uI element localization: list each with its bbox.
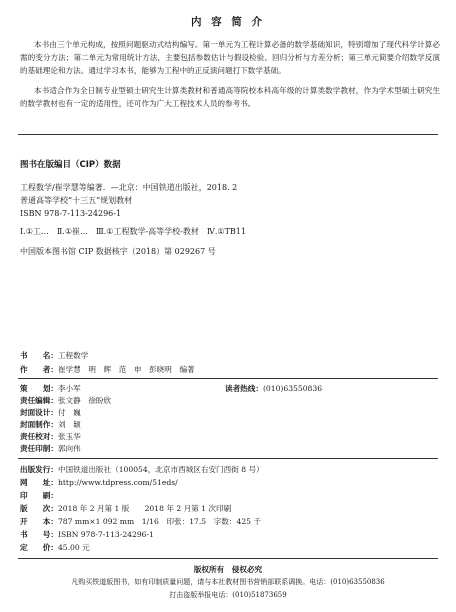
- format-row: [20, 516, 261, 527]
- book-author-row: [20, 364, 195, 375]
- isbn-label: 书 号：: [20, 530, 58, 539]
- isbn-row: [20, 529, 154, 540]
- printer-row: [20, 490, 58, 501]
- cover-design-label: 封面设计：: [20, 408, 58, 417]
- website-row: [20, 477, 178, 488]
- cip-line-1: 工程数学/崔学慧等编著．—北京：中国铁道出版社，2018. 2: [20, 183, 238, 192]
- printer-label: 印 刷：: [20, 491, 58, 500]
- book-title-row: [20, 350, 88, 361]
- editor-value: 张文静 徐盼欣: [57, 396, 112, 405]
- summary-paragraph-1: 本书由三个单元构成，按照问题驱动式结构编写。第一单元为工程计算必备的数学基础知识，特别增加了现代科学计算必需的变分方法；第二单元为常用统计方法，主要包括参数估计与假设检验、回归分析与方差分析；第三单元简要介绍数学反演的基础理论和方法。通过学习本书，能够为工程中的正反演问题打下数学基础。: [20, 40, 440, 75]
- price-label: 定 价：: [20, 543, 58, 552]
- format-value: 787 mm×1 092 mm 1/16 印张：17.5 字数：425 千: [57, 517, 262, 526]
- piracy-hotline: 打击盗版举报电话：(010)51873659: [169, 591, 287, 599]
- proof-value: 张玉华: [57, 432, 81, 441]
- planner-label: 策 划：: [20, 384, 58, 393]
- cover-design-value: 付 巍: [57, 408, 81, 417]
- hotline-value: (010)63550836: [262, 384, 323, 393]
- editor-row: [20, 395, 111, 406]
- cip-record-number: 中国版本图书馆 CIP 数据核字（2018）第 029267 号: [20, 247, 216, 256]
- publisher-label: 出版发行：: [20, 465, 58, 474]
- cip-classification: Ⅰ.①工… Ⅱ.①崔… Ⅲ.①工程数学-高等学校-教材 Ⅳ.①TB11: [20, 227, 246, 236]
- editor-label: 责任编辑：: [20, 396, 58, 405]
- print-supervisor-label: 责任印制：: [20, 444, 58, 453]
- quality-notice: 凡购买铁道版图书，如有印制质量问题，请与本社教材图书营销部联系调换。电话：(010)63550836: [71, 578, 385, 586]
- publisher-row: [20, 464, 264, 475]
- website-label: 网 址：: [20, 478, 58, 487]
- hotline-label: 读者热线：: [225, 384, 263, 393]
- print-supervisor-row: [20, 443, 81, 454]
- publish-divider: [18, 458, 438, 459]
- cip-line-2: 普通高等学校“十三五”规划教材: [20, 196, 133, 205]
- staff-divider: [18, 378, 438, 379]
- print-supervisor-value: 郭向伟: [57, 444, 81, 453]
- summary-paragraph-2: 本书适合作为全日制专业型硕士研究生计算类教材和普通高等院校本科高年级的计算类数学教材，作为学术型硕士研究生的数学教材也有一定的适用性，还可作为广大工程技术人员的参考书。: [20, 86, 440, 108]
- book-title-value: 工程数学: [57, 351, 89, 360]
- book-author-label: 作 者：: [20, 365, 58, 374]
- edition-label: 版 次：: [20, 504, 58, 513]
- cip-heading: 图书在版编目（CIP）数据: [20, 160, 121, 170]
- book-title-label: 书 名：: [20, 351, 58, 360]
- cover-production-label: 封面制作：: [20, 420, 58, 429]
- hotline-row: [225, 383, 322, 394]
- planner-value: 李小军: [57, 384, 81, 393]
- footer-divider: [18, 558, 438, 559]
- proof-row: [20, 431, 81, 442]
- cip-isbn: ISBN 978-7-113-24296-1: [20, 209, 122, 218]
- isbn-value: ISBN 978-7-113-24296-1: [57, 530, 154, 539]
- edition-value: 2018 年 2 月第 1 版 2018 年 2 月第 1 次印刷: [57, 504, 232, 513]
- publisher-value: 中国铁道出版社（100054，北京市西城区右安门西街 8 号）: [57, 465, 264, 474]
- planner-row: [20, 383, 81, 394]
- cover-design-row: [20, 407, 81, 418]
- price-value: 45.00 元: [57, 543, 90, 552]
- price-row: [20, 542, 90, 553]
- summary-title: 内 容 简 介: [191, 16, 265, 28]
- format-label: 开 本：: [20, 517, 58, 526]
- edition-row: [20, 503, 231, 514]
- section-divider: [18, 134, 438, 135]
- cover-production-value: 刘 颖: [57, 420, 81, 429]
- copyright-notice: 版权所有 侵权必究: [193, 565, 263, 574]
- book-author-value: 崔学慧 明 辉 范 申 彭晓明 编著: [57, 365, 195, 374]
- cover-production-row: [20, 419, 81, 430]
- proof-label: 责任校对：: [20, 432, 58, 441]
- website-value: http://www.tdpress.com/51eds/: [57, 478, 178, 487]
